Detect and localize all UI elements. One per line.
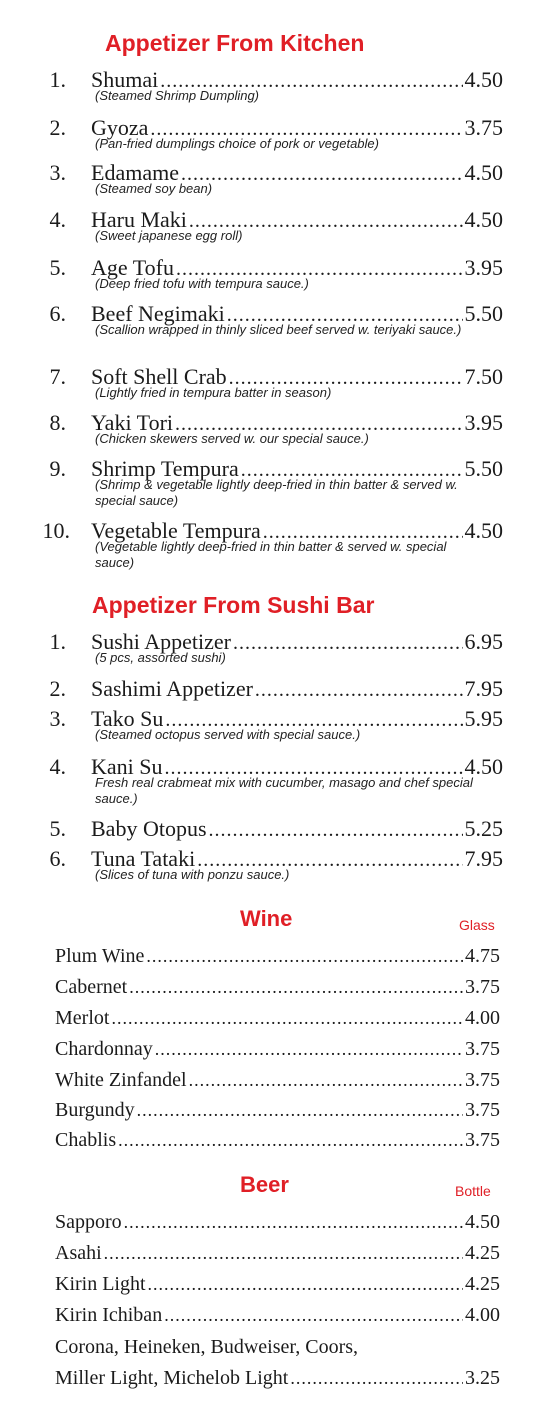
item-number: 1. <box>49 67 66 92</box>
item-name: Vegetable Tempura <box>91 518 261 543</box>
drink-name: Asahi <box>55 1242 102 1264</box>
drink-item <box>55 1037 500 1061</box>
item-price: 3.95 <box>464 410 503 435</box>
wine-section-title: Wine <box>240 906 293 931</box>
item-price: 4.50 <box>464 207 503 232</box>
item-number: 5. <box>49 816 66 841</box>
dot-leader <box>164 1303 463 1327</box>
item-price: 3.75 <box>464 115 503 140</box>
item-description: (5 pcs, assorted sushi) <box>95 650 226 665</box>
item-name: Age Tofu <box>91 255 174 280</box>
sushi-section-title: Appetizer From Sushi Bar <box>92 592 375 618</box>
drink-price: 3.25 <box>465 1367 500 1389</box>
drink-name: Chablis <box>55 1129 117 1151</box>
drink-item <box>55 975 500 999</box>
item-number: 8. <box>49 410 66 435</box>
item-name: Soft Shell Crab <box>91 364 227 389</box>
item-number: 3. <box>49 160 66 185</box>
dot-leader <box>137 1098 463 1122</box>
item-description: (Slices of tuna with ponzu sauce.) <box>95 867 290 882</box>
drink-price: 4.75 <box>465 945 500 967</box>
drink-item <box>55 944 500 968</box>
item-price: 4.50 <box>464 160 503 185</box>
item-description: (Steamed Shrimp Dumpling) <box>95 88 260 103</box>
item-name: Edamame <box>91 160 179 185</box>
item-description: (Lightly fried in tempura batter in season) <box>95 385 332 400</box>
item-number: 2. <box>49 115 66 140</box>
dot-leader <box>290 1366 463 1390</box>
drink-item <box>55 1272 500 1296</box>
drink-price: 3.75 <box>465 1069 500 1091</box>
beer-section-title: Beer <box>240 1172 289 1197</box>
item-number: 4. <box>49 754 66 779</box>
item-name: Kani Su <box>91 754 163 779</box>
drink-price: 4.00 <box>465 1007 500 1029</box>
drink-name: Kirin Ichiban <box>55 1304 163 1326</box>
item-name: Yaki Tori <box>91 410 174 435</box>
item-price: 3.95 <box>464 255 503 280</box>
dot-leader <box>155 1037 463 1061</box>
drink-name: Chardonnay <box>55 1038 153 1060</box>
drink-name: Kirin Light <box>55 1273 146 1295</box>
drink-item <box>55 1241 500 1265</box>
beer-unit-label: Bottle <box>455 1183 491 1199</box>
item-description: (Steamed soy bean) <box>95 181 213 196</box>
drink-item <box>55 1068 500 1092</box>
drink-item <box>55 1128 500 1152</box>
item-number: 7. <box>49 364 66 389</box>
item-description: (Vegetable lightly deep-fried in thin batter & served w. special sauce) <box>95 539 447 570</box>
item-price: 7.95 <box>464 846 503 871</box>
item-name: Sushi Appetizer <box>91 629 231 654</box>
item-number: 6. <box>49 301 66 326</box>
drink-price: 3.75 <box>465 976 500 998</box>
item-description: (Chicken skewers served w. our special sauce.) <box>95 431 369 446</box>
item-price: 5.50 <box>464 456 503 481</box>
item-number: 1. <box>49 629 66 654</box>
drink-price: 3.75 <box>465 1129 500 1151</box>
item-name: Gyoza <box>91 115 149 140</box>
dot-leader <box>124 1210 463 1234</box>
item-name: Baby Otopus <box>91 816 207 841</box>
item-description: Fresh real crabmeat mix with cucumber, masago and chef special sauce.) <box>95 775 473 806</box>
drink-item <box>55 1303 500 1327</box>
item-name: Shrimp Tempura <box>91 456 239 481</box>
dot-leader <box>129 975 463 999</box>
item-description: (Steamed octopus served with special sauce.) <box>95 727 361 742</box>
wine-unit-label: Glass <box>459 917 495 933</box>
item-price: 5.25 <box>464 816 503 841</box>
item-price: 6.95 <box>464 629 503 654</box>
dot-leader <box>146 944 463 968</box>
drink-name: White Zinfandel <box>55 1069 187 1091</box>
kitchen-section-title: Appetizer From Kitchen <box>105 30 365 56</box>
dot-leader <box>111 1006 463 1030</box>
dot-leader <box>148 1272 463 1296</box>
drink-name: Miller Light, Michelob Light <box>55 1367 289 1389</box>
item-description: (Scallion wrapped in thinly sliced beef served w. teriyaki sauce.) <box>95 322 462 337</box>
item-name: Sashimi Appetizer <box>91 676 253 701</box>
drink-name: Merlot <box>55 1007 110 1029</box>
item-name: Tako Su <box>91 706 164 731</box>
dot-leader <box>104 1241 463 1265</box>
item-price: 7.95 <box>464 676 503 701</box>
drink-name: Burgundy <box>55 1099 135 1121</box>
drink-item <box>55 1006 500 1030</box>
drink-price: 3.75 <box>465 1038 500 1060</box>
item-price: 5.95 <box>464 706 503 731</box>
item-number: 5. <box>49 255 66 280</box>
item-name: Tuna Tataki <box>91 846 196 871</box>
drink-name: Plum Wine <box>55 945 145 967</box>
item-number: 2. <box>49 676 66 701</box>
item-description: (Deep fried tofu with tempura sauce.) <box>95 276 309 291</box>
drink-name: Sapporo <box>55 1211 122 1233</box>
item-price: 4.50 <box>464 67 503 92</box>
drink-price: 4.00 <box>465 1304 500 1326</box>
item-price: 4.50 <box>464 754 503 779</box>
item-description: (Pan-fried dumplings choice of pork or vegetable) <box>95 136 379 151</box>
item-price: 7.50 <box>464 364 503 389</box>
item-name: Shumai <box>91 67 159 92</box>
drink-item <box>55 1098 500 1122</box>
item-description: (Shrimp & vegetable lightly deep-fried in thin batter & served w. special sauce) <box>95 477 458 508</box>
item-number: 6. <box>49 846 66 871</box>
dot-leader <box>118 1128 463 1152</box>
drink-price: 4.25 <box>465 1242 500 1264</box>
drink-name: Cabernet <box>55 976 128 998</box>
drink-price: 4.50 <box>465 1211 500 1233</box>
drink-price: 3.75 <box>465 1099 500 1121</box>
item-number: 9. <box>49 456 66 481</box>
domestic-beer-list: Corona, Heineken, Budweiser, Coors, <box>55 1336 359 1358</box>
item-number: 10. <box>42 518 70 543</box>
drink-item <box>55 1210 500 1234</box>
item-description: (Sweet japanese egg roll) <box>95 228 243 243</box>
dot-leader <box>209 818 463 842</box>
item-name: Beef Negimaki <box>91 301 225 326</box>
dot-leader <box>189 1068 463 1092</box>
item-name: Haru Maki <box>91 207 187 232</box>
dot-leader <box>255 678 463 702</box>
item-number: 4. <box>49 207 66 232</box>
drink-price: 4.25 <box>465 1273 500 1295</box>
item-number: 3. <box>49 706 66 731</box>
item-price: 4.50 <box>464 518 503 543</box>
item-price: 5.50 <box>464 301 503 326</box>
drink-item <box>55 1366 500 1390</box>
